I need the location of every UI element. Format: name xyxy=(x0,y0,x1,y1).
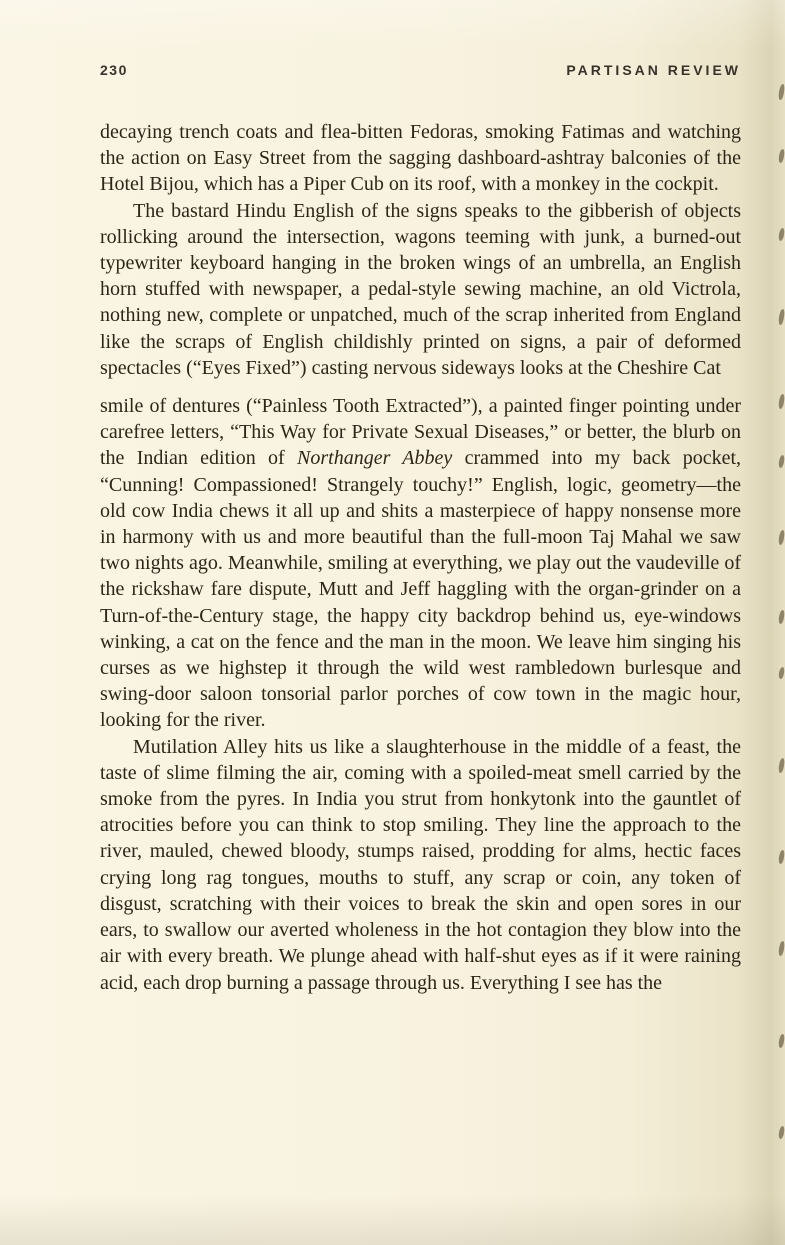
page-edge-speck xyxy=(778,530,785,545)
text-segment: Mutilation Alley hits us like a slaughterhouse in the middle of a feast, the taste of slime filming the air, coming with a spoiled-meat smell carried by the smoke from the pyres. In India you strut from honkytonk into the gauntlet of atrocities before you can think to stop smiling. They line the approach to the river, mauled, chewed bloody, stumps raised, prodding for alms, hectic faces crying long rag tongues, mouths to stuff, any scrap or coin, any token of disgust, scratching with their voices to break the skin and open sores in our ears, to swallow our averted wholeness in the hot contagion they blow into the air with every breath. We plunge ahead with half-shut eyes as if it were raining acid, each drop burning a passage through us. Everything I see has the xyxy=(100,735,741,994)
page-edge-speck xyxy=(778,149,785,164)
paragraph xyxy=(100,119,741,198)
page-edge-speck xyxy=(778,610,785,625)
page-header xyxy=(100,62,741,78)
paragraph xyxy=(100,734,741,996)
journal-title: PARTISAN REVIEW xyxy=(566,62,741,78)
paragraph xyxy=(100,393,741,734)
page-edge-speck xyxy=(778,228,785,242)
page-edge-speck xyxy=(778,667,784,680)
text-segment: smile of dentures (“Painless Tooth Extracted”), a painted finger pointing under carefree letters, “This Way for Private Sexual Diseases,” or better, the blurb on the Indian edition of xyxy=(100,395,741,470)
page-edge-speck xyxy=(778,455,785,469)
page-edge-speck xyxy=(778,850,785,865)
page-edge-speck xyxy=(778,1126,785,1140)
page-number: 230 xyxy=(100,62,128,78)
page-edge-speck xyxy=(778,394,785,409)
page-edge xyxy=(761,0,785,1245)
page-edge-speck xyxy=(778,1034,785,1049)
italic-text-segment: Northanger Abbey xyxy=(297,447,453,470)
page-edge-speck xyxy=(778,758,785,773)
page-edge-speck xyxy=(778,941,785,956)
text-segment: crammed into my back pocket, “Cunning! Compassioned! Strangely touchy!” English, logic, geometry—the old cow India chews it all up and shits a masterpiece of happy nonsense more in harmony with us and more beautiful than the full-moon Taj Mahal we saw two nights ago. Meanwhile, smiling at everything, we play out the vaudeville of the rickshaw fare dispute, Mutt and Jeff haggling with the organ-grinder on a Turn-of-the-Century stage, the happy city backdrop behind us, eye-windows winking, a cat on the fence and the man in the moon. We leave him singing his curses as we highstep it through the wild west rambledown burlesque and swing-door saloon tonsorial parlor porches of cow town in the magic hour, looking for the river. xyxy=(100,447,742,732)
paragraph xyxy=(100,198,741,381)
page-edge-speck xyxy=(778,309,785,325)
page-body xyxy=(100,119,741,996)
page-edge-speck xyxy=(778,84,785,100)
text-segment: decaying trench coats and flea-bitten Fedoras, smoking Fatimas and watching the action on Easy Street from the sagging dashboard-ashtray balconies of the Hotel Bijou, which has a Piper Cub on its roof, with a monkey in the cockpit. xyxy=(100,121,741,196)
text-segment: The bastard Hindu English of the signs speaks to the gibberish of objects rollicking around the intersection, wagons teeming with junk, a burned-out typewriter keyboard hanging in the broken wings of an umbrella, an English horn stuffed with newspaper, a pedal-style sewing machine, an old Victrola, nothing new, complete or unpatched, much of the scrap inherited from England like the scraps of English childishly printed on signs, a pair of deformed spectacles (“Eyes Fixed”) casting nervous sideways looks at the Cheshire Cat xyxy=(100,199,741,379)
